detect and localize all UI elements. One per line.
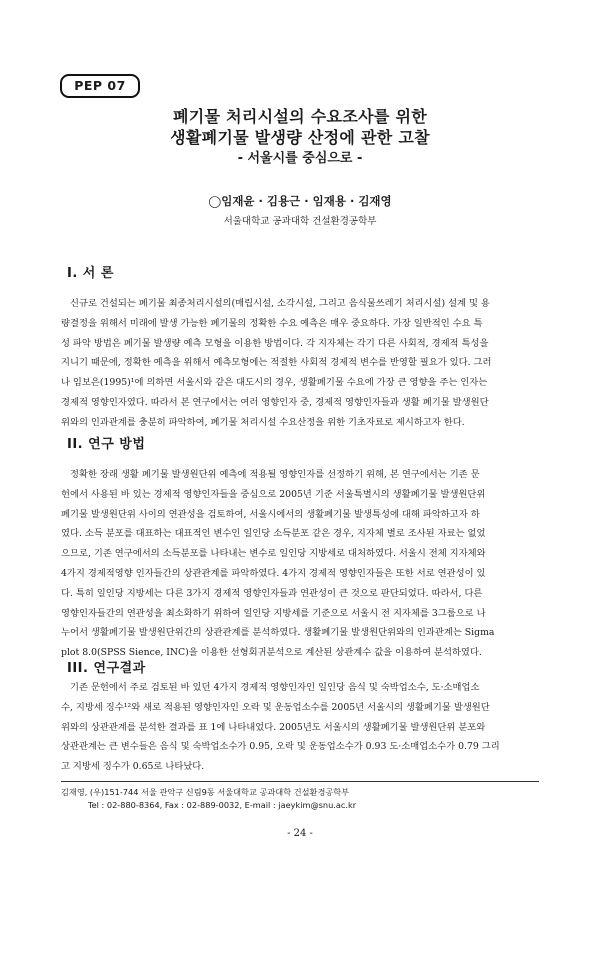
text-line: 성 파악 방법은 폐기물 발생량 예측 모형을 이용한 방법이다. 각 지자체는 각기 다른 사회적, 경제적 특성을 <box>61 337 489 349</box>
text-line: 량결정을 위해서 미래에 발생 가능한 폐기물의 정확한 수요 예측은 매우 중요하다. 가장 일반적인 수요 특 <box>61 317 483 329</box>
text-line: 누어서 생활폐기물 발생원단위간의 상관관계를 분석하였다. 생활폐기물 발생원단위와의 인과관계는 Sigma <box>61 627 495 639</box>
session-tag: PEP 07 <box>60 74 140 98</box>
footnote <box>61 786 539 812</box>
text-line: plot 8.0(SPSS Sience, INC)을 이용한 선형회귀분석으로 계산된 상관계수 값을 이용하여 분석하였다. <box>61 647 482 659</box>
text-line: 수, 지방세 징수¹²와 새로 적용된 영향인자인 오락 및 운동업소수를 2005년 서울시의 생활폐기물 발생원단 <box>61 701 490 713</box>
footnote-divider <box>61 781 539 782</box>
author-list: ◯임재윤 · 김용근 · 임재용 · 김재영 <box>208 194 392 208</box>
text-line: 위와의 상관관계를 분석한 결과를 표 1에 나타내었다. 2005년도 서울시의 생활폐기물 발생원단위 분포와 <box>61 721 486 733</box>
text-line: 경제적 영향인자였다. 따라서 본 연구에서는 여러 영향인자 중, 경제적 영향인자들과 생활 폐기물 발생원단 <box>61 396 489 408</box>
text-line: 헌에서 사용된 바 있는 경제적 영향인자들을 중심으로 2005년 기준 서울특별시의 생활폐기물 발생원단위 <box>61 488 486 500</box>
title-block <box>0 106 600 169</box>
text-line: 고 지방세 징수가 0.65로 나타났다. <box>61 761 205 773</box>
section-heading-introduction: I. 서 론 <box>67 266 114 281</box>
section-heading-results: III. 연구결과 <box>67 661 146 676</box>
title-line-1: 폐기물 처리시설의 수요조사를 위한 <box>173 107 427 126</box>
affiliation: 서울대학교 공과대학 건설환경공학부 <box>223 216 377 227</box>
text-line: 신규로 건설되는 폐기물 최종처리시설의(매립시설, 소각시설, 그리고 음식물쓰레기 처리시설) 설계 및 용 <box>70 298 490 309</box>
text-line: 기존 문헌에서 주로 검토된 바 있던 4가지 경제적 영향인자인 일인당 음식 및 숙박업소수, 도·소매업소 <box>70 682 480 693</box>
text-line: 였다. 소득 분포를 대표하는 대표적인 변수인 일인당 소득분포 같은 경우, 지자체 별로 조사된 자료는 없었 <box>61 528 486 540</box>
text-line: 폐기물 발생원단위 사이의 연관성을 검토하여, 서울시에서의 생활폐기물 발생특성에 대해 파악하고자 하 <box>61 508 480 520</box>
paragraph-results <box>61 678 539 777</box>
text-line: 정확한 장래 생활 폐기물 발생원단위 예측에 적용될 영향인자를 선정하기 위해, 본 연구에서는 기존 문 <box>70 469 480 480</box>
text-line: 상관관계는 큰 변수들은 음식 및 숙박업소수가 0.95, 오락 및 운동업소수가 0.93 도·소매업소수가 0.79 그리 <box>61 741 500 753</box>
text-line: 4가지 경제적영향 인자들간의 상관관계를 파악하였다. 4가지 경제적 영향인자들은 또한 서로 연관성이 있 <box>61 567 486 579</box>
title-line-2: 생활폐기물 발생량 산정에 관한 고찰 <box>170 128 430 147</box>
text-line: 지니기 때문에, 정확한 예측을 위해서 예측모형에는 적절한 사회적 경제적 변수를 반영할 필요가 있다. 그러 <box>61 357 492 369</box>
footnote-contact: Tel : 02-880-8364, Fax : 02-889-0032, E-mail : jaeykim@snu.ac.kr <box>88 800 357 810</box>
text-line: 으므로, 기존 연구에서의 소득분포를 나타내는 변수로 일인당 지방세로 대처하였다. 서울시 전체 지자체와 <box>61 548 486 560</box>
paragraph-methods <box>61 465 539 663</box>
text-line: 영향인자들간의 연관성을 최소화하기 위하여 일인당 지방세를 기준으로 서울시 전 지자체를 3그룹으로 나 <box>61 607 486 619</box>
section-heading-methods: II. 연구 방법 <box>67 437 146 452</box>
subtitle: - 서울시를 중심으로 - <box>237 151 363 166</box>
text-line: 나 임보은(1995)¹에 의하면 서울시와 같은 대도시의 경우, 생활폐기물 수요에 가장 큰 영향을 주는 인자는 <box>61 377 488 389</box>
page-number: - 24 - <box>287 828 313 839</box>
text-line: 위와의 인과관계를 충분히 파악하여, 폐기물 처리시설 수요산정을 위한 기초자료로 제시하고자 한다. <box>61 416 465 428</box>
text-line: 다. 특히 일인당 지방세는 다른 3가지 경제적 영향인자들과 연관성이 큰 것으로 판단되었다. 따라서, 다른 <box>61 587 483 599</box>
footnote-address: 김재영, (우)151-744 서울 관악구 신림9동 서울대학교 공과대학 건설환경공학부 <box>61 787 350 797</box>
paragraph-introduction <box>61 294 539 433</box>
